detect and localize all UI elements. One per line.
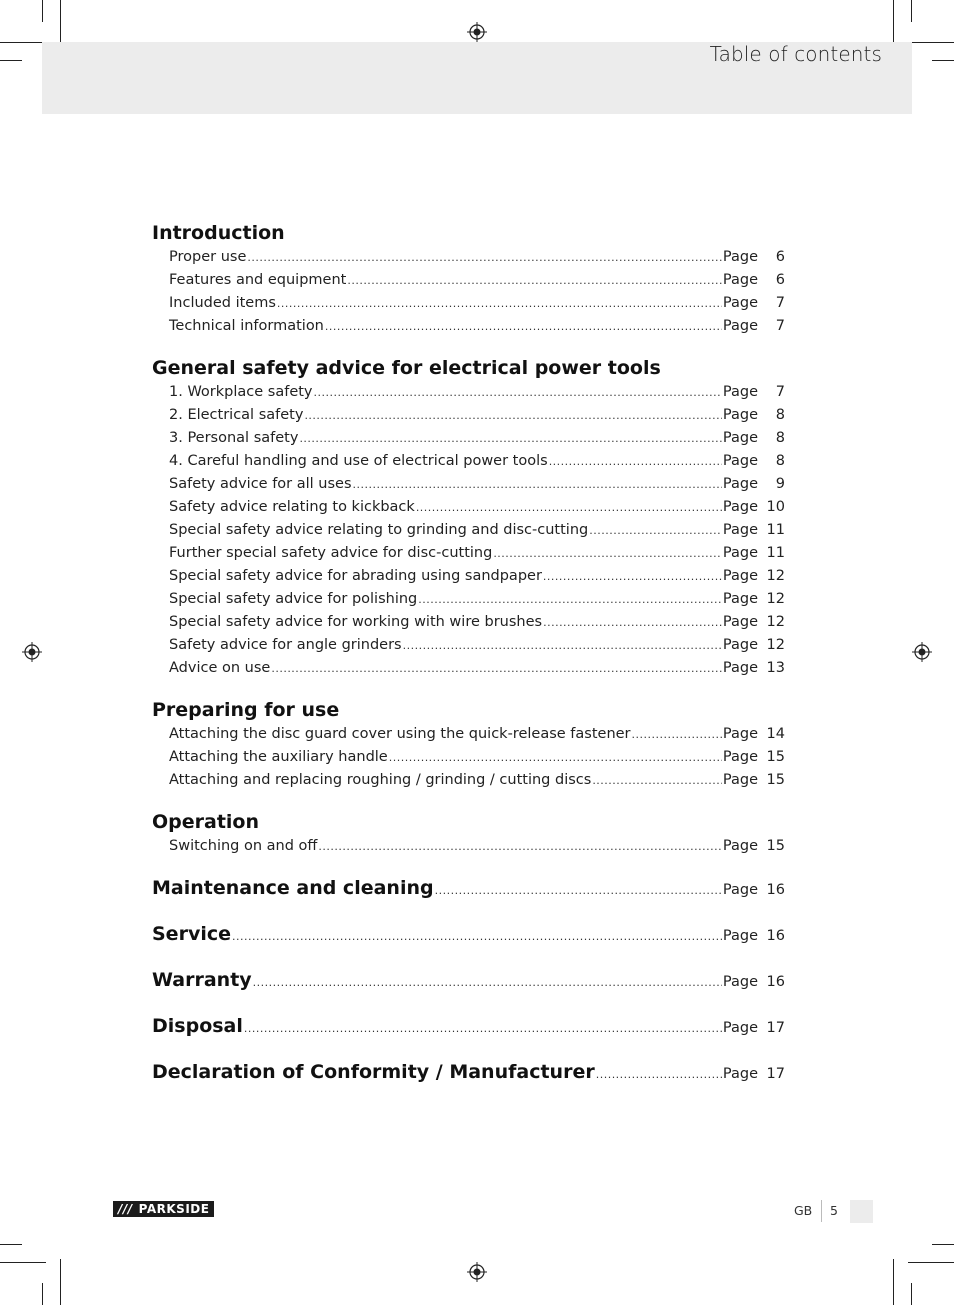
toc-entry[interactable]	[152, 292, 785, 315]
page-title: Table of contents	[709, 42, 882, 66]
section-heading: Warranty	[152, 969, 252, 991]
page-word: Page	[722, 882, 758, 898]
page-word: Page	[722, 838, 758, 854]
dot-leader	[596, 1061, 722, 1089]
dot-leader	[314, 382, 722, 404]
entry-page-number: 11	[766, 522, 785, 538]
entry-label: Attaching and replacing roughing / grinding / cutting discs	[169, 772, 592, 788]
page-word: Page	[722, 726, 758, 742]
crop-mark-icon	[42, 1283, 43, 1305]
dot-leader	[543, 566, 722, 588]
page-word: Page	[722, 318, 758, 334]
entry-label: Proper use	[169, 249, 247, 265]
dot-leader	[389, 747, 722, 769]
section-heading: Maintenance and cleaning	[152, 877, 434, 899]
dot-leader	[277, 293, 722, 315]
brand-name: PARKSIDE	[138, 1202, 210, 1216]
crop-mark-icon	[932, 1244, 954, 1245]
entry-page-number: 15	[766, 749, 785, 765]
toc-entry[interactable]	[152, 450, 785, 473]
table-of-contents	[152, 220, 785, 1105]
footer-divider	[821, 1200, 822, 1222]
crop-mark-icon	[908, 42, 954, 43]
dot-leader	[244, 1015, 722, 1043]
dot-leader	[253, 969, 722, 997]
dot-leader	[418, 589, 722, 611]
entry-label: 2. Electrical safety	[169, 407, 304, 423]
entry-page-number: 16	[766, 882, 785, 898]
entry-page-number: 12	[766, 614, 785, 630]
entry-page-number: 8	[775, 453, 785, 469]
toc-entry[interactable]	[152, 519, 785, 542]
crop-mark-icon	[0, 1262, 46, 1263]
toc-entry[interactable]	[152, 542, 785, 565]
entry-label: Included items	[169, 295, 276, 311]
entry-label: 1. Workplace safety	[169, 384, 313, 400]
entry-label: 4. Careful handling and use of electrical power tools	[169, 453, 548, 469]
entry-label: Safety advice for angle grinders	[169, 637, 402, 653]
crop-mark-icon	[932, 60, 954, 61]
dot-leader	[353, 474, 722, 496]
brand-stripes: ///	[118, 1202, 133, 1216]
page-word: Page	[722, 614, 758, 630]
page-word: Page	[722, 772, 758, 788]
dot-leader	[543, 612, 722, 634]
toc-entry[interactable]	[152, 246, 785, 269]
toc-entry[interactable]	[152, 427, 785, 450]
page-word: Page	[722, 928, 758, 944]
entry-label: Safety advice relating to kickback	[169, 499, 415, 515]
entry-page-number: 7	[775, 318, 785, 334]
page-word: Page	[722, 749, 758, 765]
entry-label: 3. Personal safety	[169, 430, 299, 446]
toc-entry[interactable]	[152, 269, 785, 292]
entry-page-number: 10	[766, 499, 785, 515]
entry-label: Attaching the disc guard cover using the quick-release fastener	[169, 726, 631, 742]
entry-page-number: 12	[766, 637, 785, 653]
page-word: Page	[722, 430, 758, 446]
crop-mark-icon	[0, 1244, 22, 1245]
dot-leader	[347, 270, 722, 292]
entry-page-number: 11	[766, 545, 785, 561]
toc-section	[152, 809, 785, 858]
toc-entry[interactable]	[152, 835, 785, 858]
crop-mark-icon	[893, 0, 894, 46]
entry-page-number: 16	[766, 974, 785, 990]
page-word: Page	[722, 974, 758, 990]
entry-page-number: 9	[775, 476, 785, 492]
toc-major-entry[interactable]	[152, 875, 785, 905]
crop-mark-icon	[911, 0, 912, 22]
crop-mark-icon	[60, 1259, 61, 1305]
dot-leader	[247, 247, 722, 269]
brand-logo	[113, 1201, 214, 1217]
toc-major-entry[interactable]	[152, 1013, 785, 1043]
toc-entry[interactable]	[152, 496, 785, 519]
entry-label: Technical information	[169, 318, 324, 334]
toc-entry[interactable]	[152, 381, 785, 404]
registration-mark-icon	[467, 1262, 487, 1282]
page-word: Page	[722, 545, 758, 561]
entry-page-number: 12	[766, 591, 785, 607]
toc-major-entry[interactable]	[152, 1059, 785, 1089]
page-word: Page	[722, 407, 758, 423]
entry-page-number: 6	[775, 249, 785, 265]
page-word: Page	[722, 249, 758, 265]
entry-label: Special safety advice for polishing	[169, 591, 418, 607]
entry-page-number: 8	[775, 430, 785, 446]
registration-mark-icon	[22, 642, 42, 662]
toc-entry[interactable]	[152, 634, 785, 657]
entry-label: Safety advice for all uses	[169, 476, 352, 492]
crop-mark-icon	[0, 42, 46, 43]
entry-label: Special safety advice for working with wire brushes	[169, 614, 543, 630]
dot-leader	[632, 724, 722, 746]
entry-label: Switching on and off	[169, 838, 318, 854]
entry-label: Special safety advice for abrading using sandpaper	[169, 568, 542, 584]
dot-leader	[416, 497, 722, 519]
page-word: Page	[722, 499, 758, 515]
page-word: Page	[722, 637, 758, 653]
page-word: Page	[722, 1020, 758, 1036]
entry-label: Advice on use	[169, 660, 271, 676]
crop-mark-icon	[893, 1259, 894, 1305]
entry-page-number: 7	[775, 295, 785, 311]
dot-leader	[271, 658, 722, 680]
page-word: Page	[722, 568, 758, 584]
section-heading: Introduction	[152, 222, 285, 244]
toc-entry[interactable]	[152, 565, 785, 588]
toc-entry[interactable]	[152, 657, 785, 680]
page-number: 5	[830, 1203, 838, 1218]
toc-entry[interactable]	[152, 588, 785, 611]
entry-page-number: 8	[775, 407, 785, 423]
crop-mark-icon	[908, 1262, 954, 1263]
toc-entry[interactable]	[152, 769, 785, 792]
registration-mark-icon	[467, 22, 487, 42]
dot-leader	[232, 923, 722, 951]
entry-label: Features and equipment	[169, 272, 347, 288]
page-word: Page	[722, 660, 758, 676]
entry-page-number: 16	[766, 928, 785, 944]
toc-entry[interactable]	[152, 723, 785, 746]
page-word: Page	[722, 476, 758, 492]
toc-section	[152, 355, 785, 680]
entry-page-number: 13	[766, 660, 785, 676]
entry-page-number: 15	[766, 838, 785, 854]
dot-leader	[493, 543, 722, 565]
entry-page-number: 7	[775, 384, 785, 400]
registration-mark-icon	[912, 642, 932, 662]
dot-leader	[549, 451, 722, 473]
section-heading: General safety advice for electrical power tools	[152, 357, 661, 379]
entry-page-number: 17	[766, 1020, 785, 1036]
entry-label: Further special safety advice for disc-cutting	[169, 545, 493, 561]
toc-section	[152, 697, 785, 792]
page-word: Page	[722, 591, 758, 607]
entry-label: Special safety advice relating to grinding and disc-cutting	[169, 522, 589, 538]
entry-page-number: 12	[766, 568, 785, 584]
page-word: Page	[722, 1066, 758, 1082]
dot-leader	[318, 836, 721, 858]
crop-mark-icon	[60, 0, 61, 46]
entry-page-number: 15	[766, 772, 785, 788]
toc-entry[interactable]	[152, 473, 785, 496]
toc-entry[interactable]	[152, 404, 785, 427]
dot-leader	[304, 405, 721, 427]
dot-leader	[403, 635, 722, 657]
toc-major-entry[interactable]	[152, 921, 785, 951]
section-heading: Declaration of Conformity / Manufacturer	[152, 1061, 595, 1083]
page-word: Page	[722, 522, 758, 538]
entry-page-number: 6	[775, 272, 785, 288]
toc-entry[interactable]	[152, 611, 785, 634]
page-word: Page	[722, 453, 758, 469]
entry-label: Attaching the auxiliary handle	[169, 749, 388, 765]
dot-leader	[589, 520, 722, 542]
crop-mark-icon	[42, 0, 43, 22]
dot-leader	[299, 428, 721, 450]
footer-box	[850, 1200, 873, 1223]
section-heading: Disposal	[152, 1015, 243, 1037]
crop-mark-icon	[0, 60, 22, 61]
page-word: Page	[722, 295, 758, 311]
section-heading: Service	[152, 923, 231, 945]
page-word: Page	[722, 384, 758, 400]
entry-page-number: 14	[766, 726, 785, 742]
section-heading: Operation	[152, 811, 260, 833]
toc-section	[152, 220, 785, 338]
toc-entry[interactable]	[152, 315, 785, 338]
language-code: GB	[794, 1203, 813, 1218]
entry-page-number: 17	[766, 1066, 785, 1082]
toc-major-entry[interactable]	[152, 967, 785, 997]
crop-mark-icon	[911, 1283, 912, 1305]
page-word: Page	[722, 272, 758, 288]
section-heading: Preparing for use	[152, 699, 340, 721]
dot-leader	[435, 877, 722, 905]
toc-entry[interactable]	[152, 746, 785, 769]
dot-leader	[592, 770, 722, 792]
dot-leader	[325, 316, 722, 338]
